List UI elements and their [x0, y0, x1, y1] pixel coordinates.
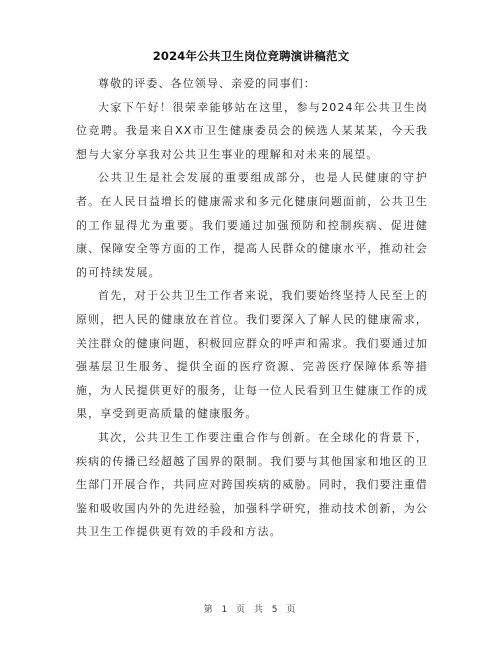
paragraph-4: 其次，公共卫生工作要注重合作与创新。在全球化的背景下，疾病的传播已经超越了国界的限制。我们要与其他国家和地区的卫生部门开展合作，共同应对跨国疾病的威胁。同时，我们要注重借鉴和吸收国内外的先进经验，加强科学研究，推动技术创新，为公共卫生工作提供更有效的手段和方法。	[76, 430, 428, 539]
greeting-line: 尊敬的评委、各位领导、亲爱的同事们：	[98, 77, 316, 90]
paragraph-3: 首先，对于公共卫生工作者来说，我们要始终坚持人民至上的原则，把人民的健康放在首位。我们要深入了解人民的健康需求，关注群众的健康问题，积极回应群众的呼声和需求。我们要通过加强基层卫生服务、提供全面的医疗资源、完善医疗保障体系等措施，为人民提供更好的服务，让每一位人民看到卫生健康工作的成果，享受到更高质量的健康服务。	[76, 289, 428, 421]
paragraph-1: 大家下午好！很荣幸能够站在这里，参与2024年公共卫生岗位竞聘。我是来自XX市卫生健康委员会的候选人某某某，今天我想与大家分享我对公共卫生事业的理解和对未来的展望。	[76, 100, 428, 161]
paragraph-2: 公共卫生是社会发展的重要组成部分，也是人民健康的守护者。在人民日益增长的健康需求和多元化健康问题面前，公共卫生的工作显得尤为重要。我们要通过加强预防和控制疾病、促进健康、保障安全等方面的工作，提高人民群众的健康水平，推动社会的可持续发展。	[76, 171, 428, 279]
document-title: 2024年公共卫生岗位竞聘演讲稿范文	[152, 49, 350, 63]
page-footer: 第 1 页 共 5 页	[203, 605, 299, 615]
document-body	[76, 72, 428, 544]
